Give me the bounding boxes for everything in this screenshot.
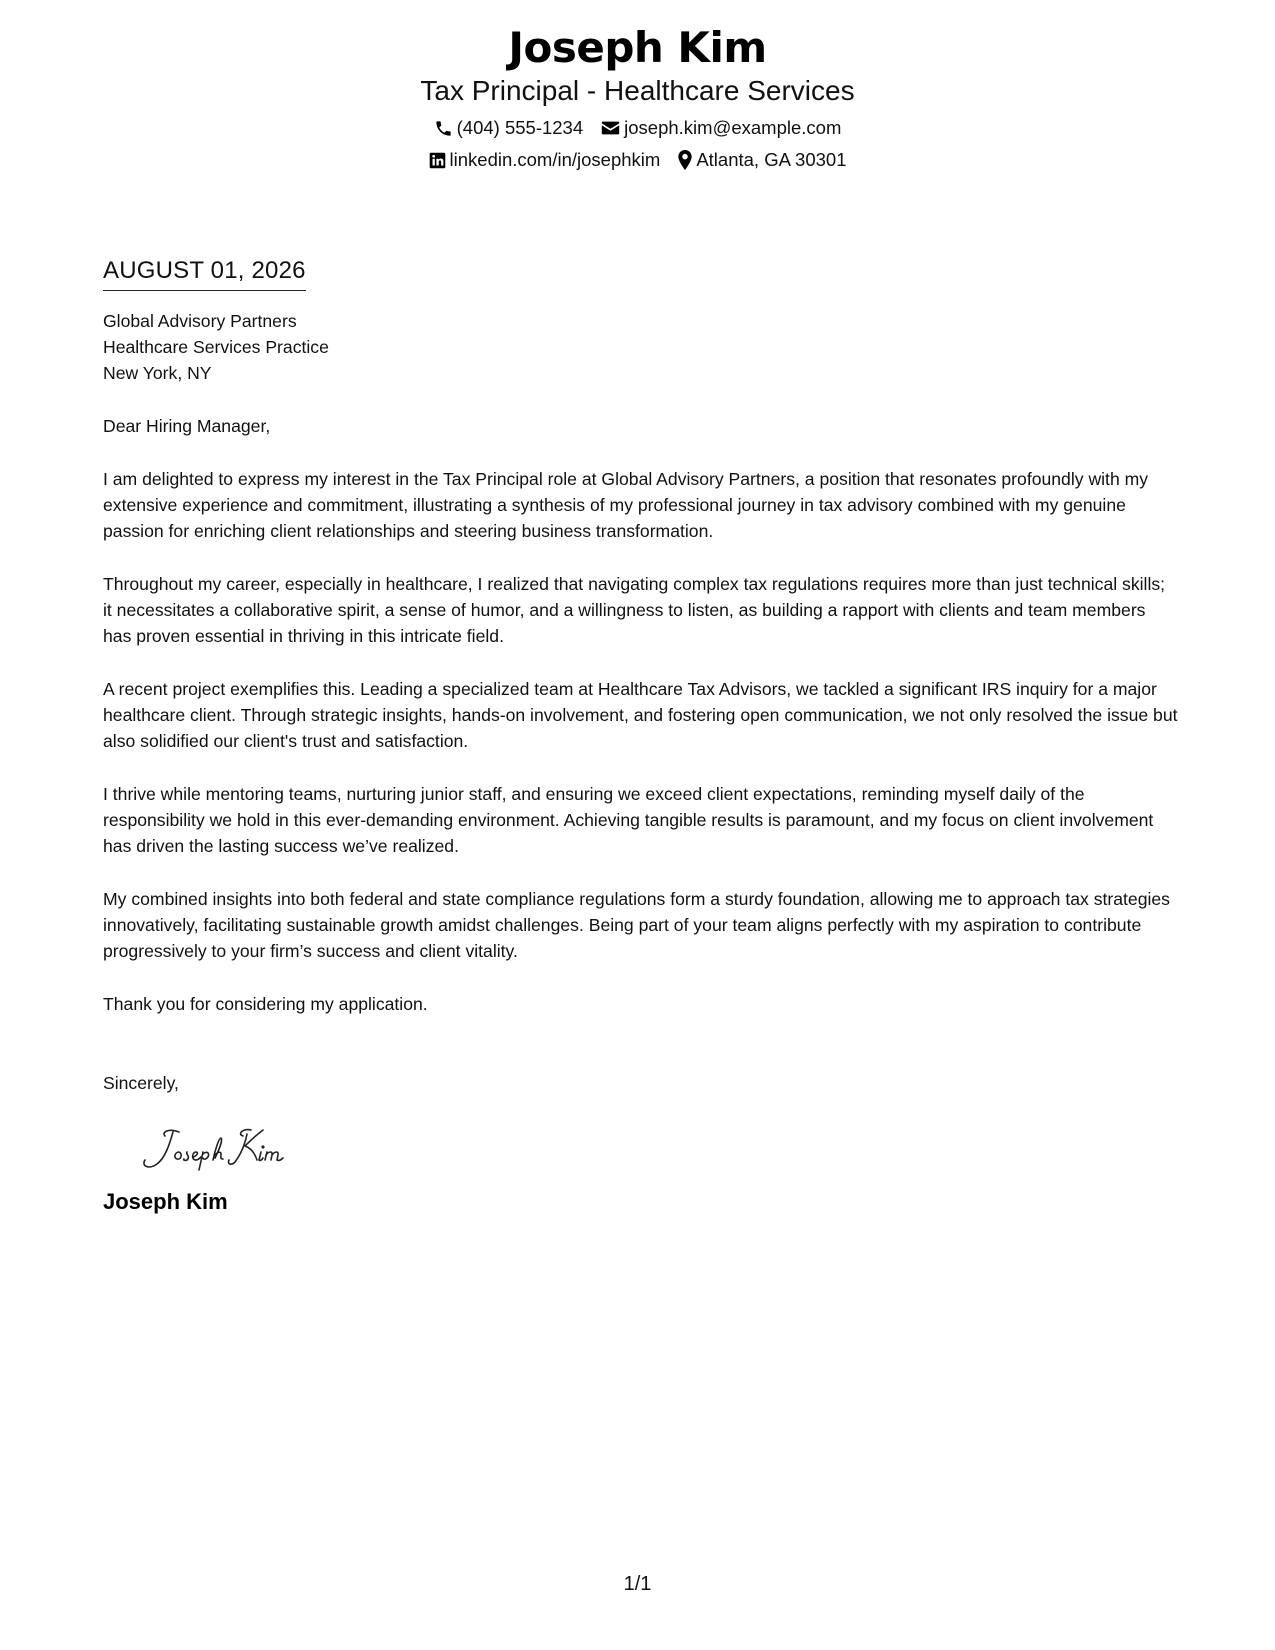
recipient-block [103,308,1178,386]
map-pin-icon [678,150,692,170]
applicant-name: Joseph Kim [508,23,767,72]
contact-location [678,148,846,172]
body-paragraph: Throughout my career, especially in healthcare, I realized that navigating complex tax regulations requires more than just technical skills; it necessitates a collaborative spirit, a sense of humor, and a willingness to listen, as building a rapport with clients and team members has proven essential in thriving in this intricate field. [103,574,1166,646]
body-paragraph: I am delighted to express my interest in the Tax Principal role at Global Advisory Partners, a position that resonates profoundly with my extensive experience and commitment, illustrating a synthesis of my professional journey in tax advisory combined with my genuine passion for enriching client relationships and steering business transformation. [103,469,1149,541]
contact-linkedin[interactable] [429,148,661,172]
envelope-icon [601,120,620,136]
handwritten-signature [139,1122,1178,1176]
contact-row-secondary [0,148,1275,172]
body-paragraph: My combined insights into both federal and state compliance regulations form a sturdy foundation, allowing me to approach tax strategies innovatively, facilitating sustainable growth amidst challenges. Being part of your team aligns perfectly with my aspiration to contribute progressively to your firm’s success and client vitality. [103,889,1170,961]
email-address[interactable]: joseph.kim@example.com [624,117,842,138]
body-paragraph: A recent project exemplifies this. Leading a specialized team at Healthcare Tax Advisors, we tackled a significant IRS inquiry for a major healthcare client. Through strategic insights, hands-on involvement, and fostering open communication, we not only resolved the issue but also solidified our client's trust and satisfaction. [103,679,1178,751]
applicant-title: Tax Principal - Healthcare Services [420,75,855,106]
body-paragraph: I thrive while mentoring teams, nurturing junior staff, and ensuring we exceed client expectations, reminding myself daily of the responsibility we hold in this ever-demanding environment. Achieving tangible results is paramount, and my focus on client involvement has driven the lasting success we’ve realized. [103,784,1154,856]
recipient-line: Healthcare Services Practice [103,337,329,357]
page-number: 1/1 [623,1573,652,1595]
closing: Sincerely, [103,1073,179,1093]
letter-header [0,22,1275,172]
location-text: Atlanta, GA 30301 [696,149,847,170]
contact-row-primary [0,116,1275,140]
thank-you-line: Thank you for considering my application. [103,994,428,1014]
linkedin-url[interactable]: linkedin.com/in/josephkim [449,149,661,170]
phone-number: (404) 555-1234 [456,117,584,138]
letter-body [103,256,1178,1216]
letter-date: AUGUST 01, 2026 [103,256,306,291]
signer-name: Joseph Kim [103,1189,228,1214]
recipient-line: Global Advisory Partners [103,311,297,331]
linkedin-icon [429,152,446,169]
salutation: Dear Hiring Manager, [103,416,271,436]
contact-phone [434,116,584,140]
contact-email[interactable] [601,116,841,140]
recipient-line: New York, NY [103,363,212,383]
phone-icon [434,119,453,138]
